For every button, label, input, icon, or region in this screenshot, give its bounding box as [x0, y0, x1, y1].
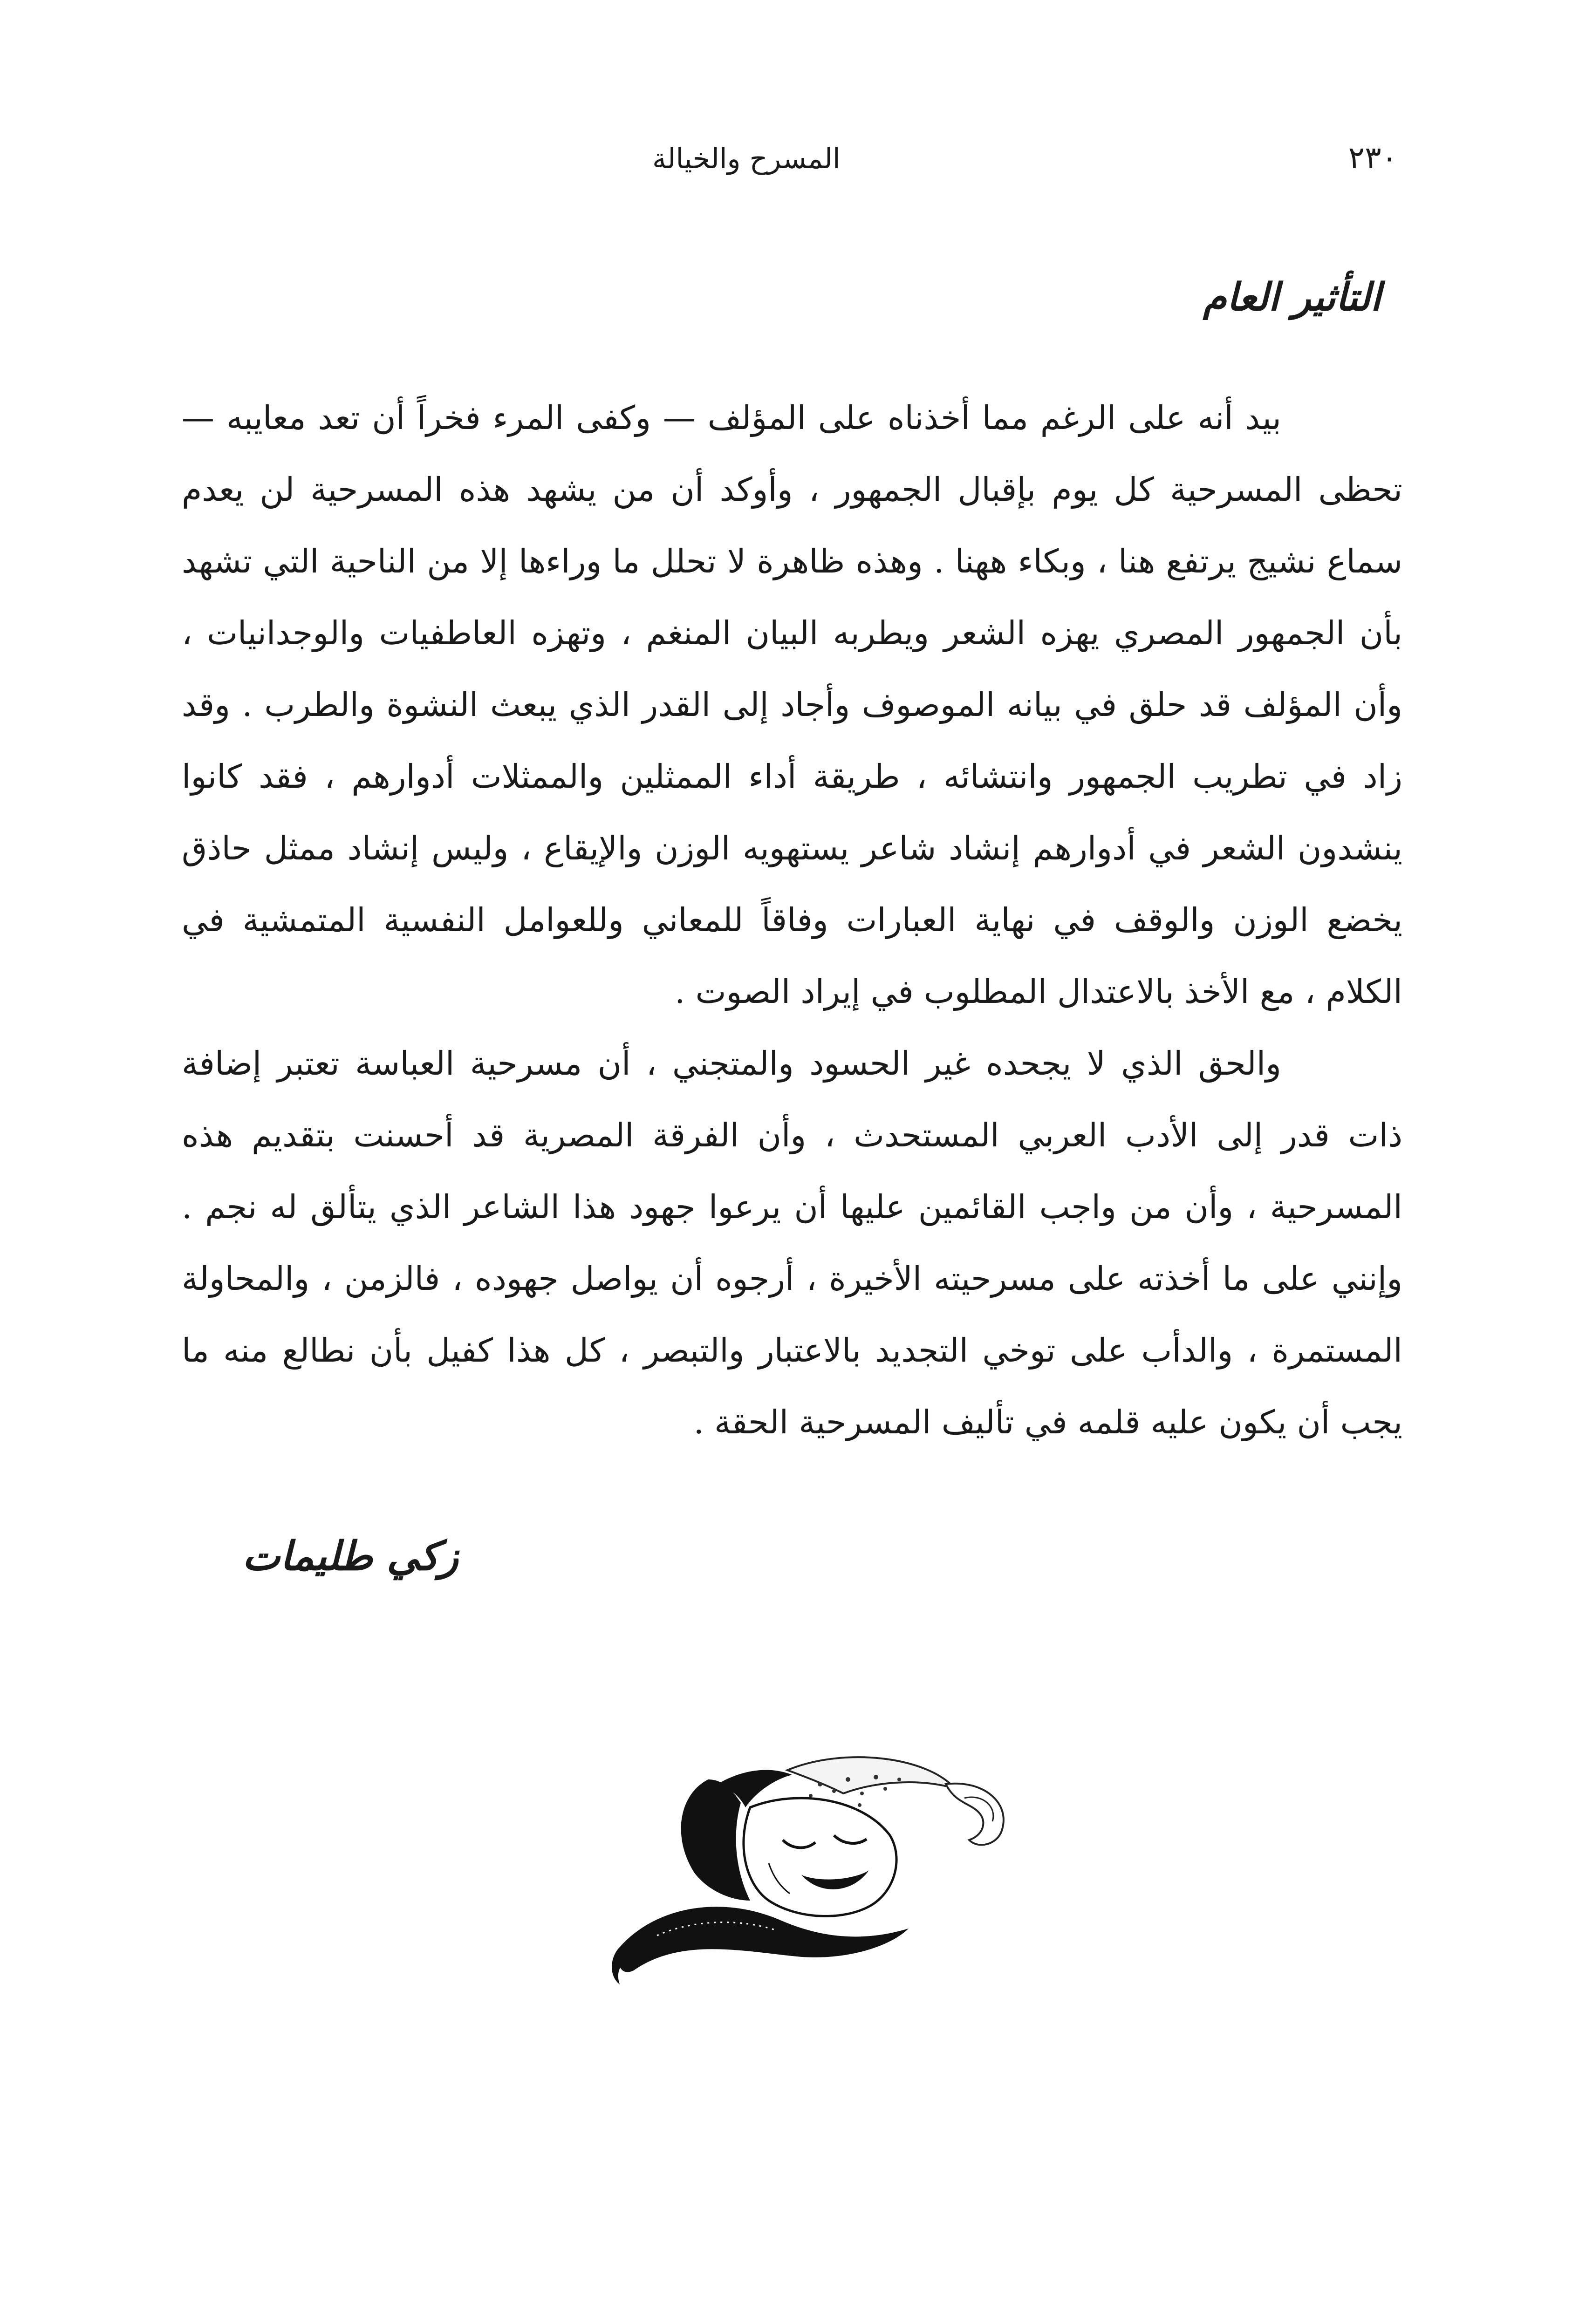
- running-head: [652, 140, 1398, 176]
- paragraph-2: والحق الذي لا يجحده غير الحسود والمتجني ، أن مسرحية العباسة تعتبر إضافة ذات قدر إلى الأدب العربي المستحدث ، وأن الفرقة المصرية قد أحسنت بتقديم هذه المسرحية ، وأن من واجب القائمين عليها أن يرعوا جهود هذا الشاعر الذي يتألق له نجم . وإنني على ما أخذته على مسرحيته الأخيرة ، أرجوه أن يواصل جهوده ، فالزمن ، والمحاولة المستمرة ، والدأب على توخي التجديد بالاعتبار والتبصر ، كل هذا كفيل بأن نطالع منه ما يجب أن يكون عليه قلمه في تأليف المسرحية الحقة .: [182, 1044, 1402, 1441]
- section-heading: التأثير العام: [1203, 275, 1381, 320]
- running-title: المسرح والخيالة: [652, 143, 841, 175]
- page-number: ٢٣٠: [1348, 140, 1398, 176]
- body-text: [182, 382, 1402, 1458]
- theatre-mask-ornament-icon: [601, 1752, 1034, 1994]
- author-signature: زكي طليمات: [242, 1533, 458, 1580]
- paragraph-1: بيد أنه على الرغم مما أخذناه على المؤلف — وكفى المرء فخراً أن تعد معايبه — تحظى المسرحية كل يوم بإقبال الجمهور ، وأوكد أن من يشهد هذه المسرحية لن يعدم سماع نشيج يرتفع هنا ، وبكاء ههنا . وهذه ظاهرة لا تحلل ما وراءها إلا من الناحية التي تشهد بأن الجمهور المصري يهزه الشعر ويطربه البيان المنغم ، وتهزه العاطفيات والوجدانيات ، وأن المؤلف قد حلق في بيانه الموصوف وأجاد إلى القدر الذي يبعث النشوة والطرب . وقد زاد في تطريب الجمهور وانتشائه ، طريقة أداء الممثلين والممثلات أدوارهم ، فقد كانوا ينشدون الشعر في أدوارهم إنشاد شاعر يستهويه الوزن والإيقاع ، وليس إنشاد ممثل حاذق يخضع الوزن والوقف في نهاية العبارات وفاقاً للمعاني وللعوامل النفسية المتمشية في الكلام ، مع الأخذ بالاعتدال المطلوب في إيراد الصوت .: [182, 399, 1403, 1011]
